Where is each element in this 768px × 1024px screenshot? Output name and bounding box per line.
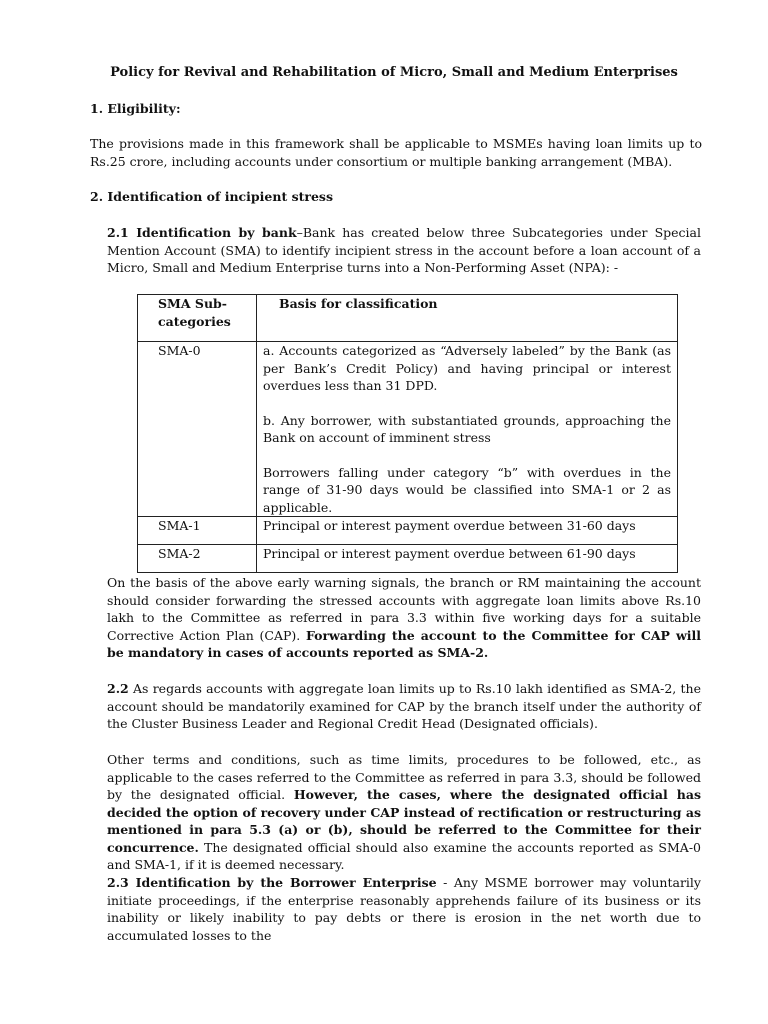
early-warning-bold: Forwarding the account to the Committee for CAP will be mandatory in cases of accounts reported as SMA-2. (107, 627, 701, 660)
other-terms-paragraph (107, 751, 701, 874)
row-category: SMA-0 (138, 342, 257, 517)
section-2-heading: 2. Identification of incipient stress (90, 189, 333, 204)
section-2-3-text: - Any MSME borrower may voluntarily initiate proceedings, if the enterprise reasonably apprehends failure of its business or its inability or likely inability to pay debts or there is erosion in the net worth due to accumulated losses to the (107, 875, 701, 943)
other-terms-text-1: Other terms and conditions, such as time limits, procedures to be followed, etc., as applicable to the cases referred to the Committee as referred in para 3.3, should be followed by the designated official. (107, 752, 701, 802)
row-basis: Principal or interest payment overdue between 61-90 days (257, 545, 678, 573)
basis-item-b: b. Any borrower, with substantiated grounds, approaching the Bank on account of imminent stress (263, 412, 671, 445)
document-title: Policy for Revival and Rehabilitation of Micro, Small and Medium Enterprises (110, 65, 678, 80)
row-basis: Principal or interest payment overdue between 31-60 days (257, 517, 678, 545)
header-basis-for-classification: Basis for classification (257, 295, 678, 342)
table-header-row (138, 295, 678, 342)
other-terms-bold: However, the cases, where the designated official has decided the option of recovery under CAP instead of rectification or restructuring as mentioned in para 5.3 (a) or (b), should be referred to the Committee for their concurrence. (107, 787, 702, 855)
section-2-2-text: As regards accounts with aggregate loan limits up to Rs.10 lakh identified as SMA-2, the account should be mandatorily examined for CAP by the branch itself under the authority of the Cluster Business Leader and Regional Credit Head (Designated officials). (107, 681, 701, 731)
sma-classification-table (137, 294, 678, 573)
early-warning-text: On the basis of the above early warning signals, the branch or RM maintaining the account should consider forwarding the stressed accounts with aggregate loan limits above Rs.10 lakh to the Committee as referred in para 3.3 within five working days for a suitable Corrective Action Plan (CAP). (107, 575, 701, 643)
section-2-1-lead: 2.1 Identification by bank (107, 225, 297, 240)
early-warning-paragraph (107, 574, 701, 662)
basis-item-a: a. Accounts categorized as “Adversely labeled” by the Bank (as per Bank’s Credit Policy) and having principal or interest overdues less than 31 DPD. (263, 343, 671, 393)
row-category: SMA-1 (138, 517, 257, 545)
row-basis (257, 342, 678, 517)
section-2-1-text: –Bank has created below three Subcategories under Special Mention Account (SMA) to identify incipient stress in the account before a loan account of a Micro, Small and Medium Enterprise turns into a Non-Performing Asset (NPA): - (107, 225, 701, 275)
table-row (138, 342, 678, 517)
section-2-3-paragraph (107, 874, 701, 944)
basis-note: Borrowers falling under category “b” with overdues in the range of 31-90 days would be classified into SMA-1 or 2 as applicable. (263, 464, 671, 515)
section-2-3-lead: 2.3 Identification by the Borrower Enterprise (107, 875, 437, 890)
section-2-1-paragraph (107, 224, 701, 277)
table-row (138, 545, 678, 573)
row-category: SMA-2 (138, 545, 257, 573)
section-1-heading: 1. Eligibility: (90, 101, 181, 116)
header-sma-subcategories: SMA Sub-categories (138, 295, 257, 342)
section-1-text: The provisions made in this framework shall be applicable to MSMEs having loan limits up to Rs.25 crore, including accounts under consortium or multiple banking arrangement (MBA). (90, 136, 702, 169)
table-row (138, 517, 678, 545)
section-2-2-lead: 2.2 (107, 681, 129, 696)
section-2-2-paragraph (107, 680, 701, 733)
other-terms-text-2: The designated official should also examine the accounts reported as SMA-0 and SMA-1, if it is deemed necessary. (107, 839, 701, 872)
